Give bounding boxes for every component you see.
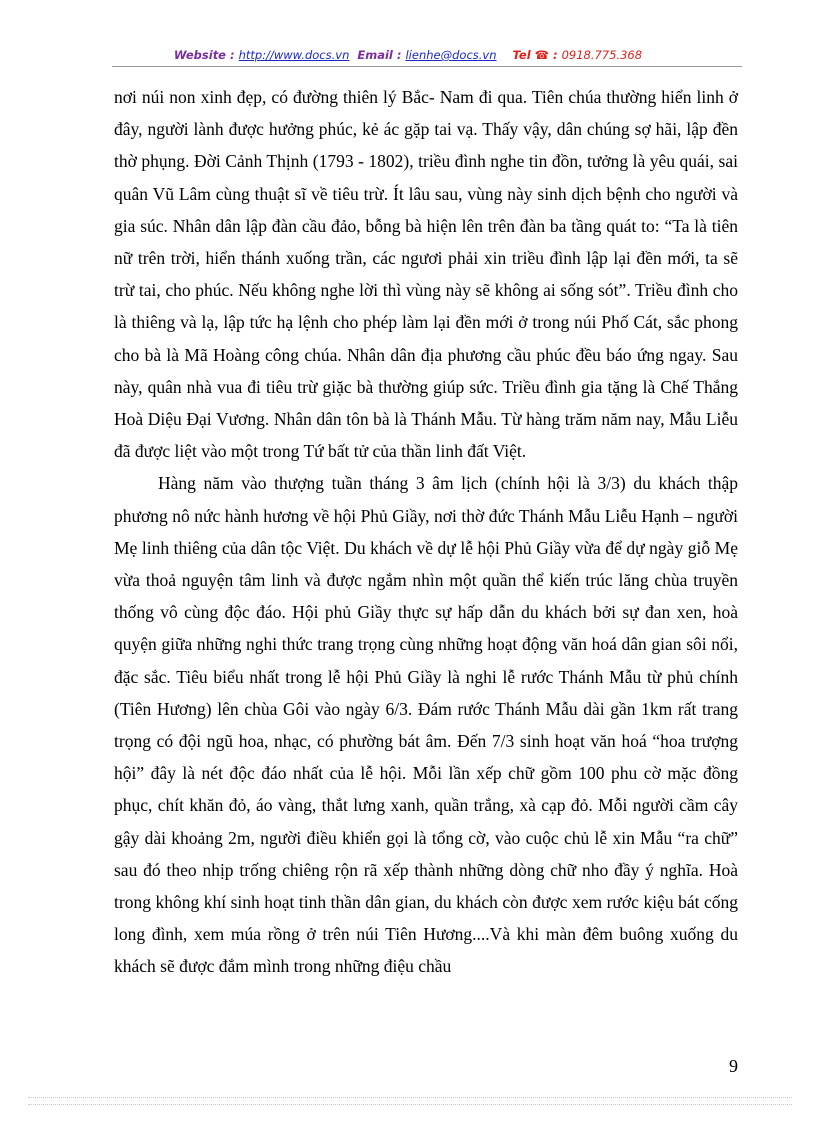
website-label: Website : <box>173 48 239 62</box>
header-divider <box>112 66 742 67</box>
page-number: 9 <box>729 1056 738 1076</box>
paragraph: nơi núi non xinh đẹp, có đường thiên lý Bắc- Nam đi qua. Tiên chúa thường hiển linh ở đây, người lành được hưởng phúc, kẻ ác gặp tai vạ. Thấy vậy, dân chúng sợ hãi, lập đền thờ phụng. Đời Cảnh Thịnh (1793 - 1802), triều đình nghe tin đồn, tưởng là yêu quái, sai quân Vũ Lâm cùng thuật sĩ về tiêu trừ. Ít lâu sau, vùng này sinh dịch bệnh cho người và gia súc. Nhân dân lập đàn cầu đảo, bỗng bà hiện lên trên đàn ba tầng quát to: “Ta là tiên nữ trên trời, hiển thánh xuống trần, các ngươi phải xin triều đình lập lại đền mới, ta sẽ trừ tai, cho phúc. Nếu không nghe lời thì vùng này sẽ không ai sống sót”. Triều đình cho là thiêng và lạ, lập tức hạ lệnh cho phép làm lại đền mới ở trong núi Phố Cát, sắc phong cho bà là Mã Hoàng công chúa. Nhân dân địa phương cầu phúc đều báo ứng ngay. Sau này, quân nhà vua đi tiêu trừ giặc bà thường giúp sức. Triều đình gia tặng là Chế Thắng Hoà Diệu Đại Vương. Nhân dân tôn bà là Thánh Mẫu. Từ hàng trăm năm nay, Mẫu Liễu đã được liệt vào một trong Tứ bất tử của thần linh đất Việt. <box>114 87 738 462</box>
footer-divider <box>28 1104 792 1105</box>
website-link[interactable]: http://www.docs.vn <box>238 48 350 62</box>
email-label: Email : <box>357 48 406 62</box>
page-header <box>0 47 816 63</box>
email-link[interactable]: lienhe@docs.vn <box>405 48 497 62</box>
paragraph: Hàng năm vào thượng tuần tháng 3 âm lịch (chính hội là 3/3) du khách thập phương nô nức hành hương về hội Phủ Giầy, nơi thờ đức Thánh Mẫu Liễu Hạnh – người Mẹ linh thiêng của dân tộc Việt. Du khách về dự lễ hội Phủ Giầy vừa để dự ngày giỗ Mẹ vừa thoả nguyện tâm linh và được ngắm nhìn một quần thể kiến trúc lăng chùa truyền thống vô cùng độc đáo. Hội phủ Giầy thực sự hấp dẫn du khách bởi sự đan xen, hoà quyện giữa những nghi thức trang trọng cùng những hoạt động văn hoá dân gian sôi nổi, đặc sắc. Tiêu biểu nhất trong lễ hội Phủ Giầy là nghi lễ rước Thánh Mẫu từ phủ chính (Tiên Hương) lên chùa Gôi vào ngày 6/3. Đám rước Thánh Mẫu dài gần 1km rất trang trọng có đội ngũ hoa, nhạc, có phường bát âm. Đến 7/3 sinh hoạt văn hoá “hoa trượng hội” đây là nét độc đáo nhất của lễ hội. Mỗi lần xếp chữ gồm 100 phu cờ mặc đồng phục, chít khăn đỏ, áo vàng, thắt lưng xanh, quần trắng, xà cạp đỏ. Mỗi người cầm cây gậy dài khoảng 2m, người điều khiển gọi là tổng cờ, vào cuộc chủ lễ xin Mẫu “ra chữ” sau đó theo nhịp trống chiêng rộn rã xếp thành những dòng chữ nho đầy ý nghĩa. Hoà trong không khí sinh hoạt tinh thần dân gian, du khách còn được xem rước kiệu bát cống long đình, xem múa rồng ở trên núi Tiên Hương....Và khi màn đêm buông xuống du khách sẽ được đắm mình trong những điệu chầu <box>114 473 738 977</box>
footer-divider <box>28 1097 792 1098</box>
tel-label: Tel ☎ : <box>512 48 562 62</box>
document-body <box>114 81 738 983</box>
phone-number: 0918.775.368 <box>561 48 643 62</box>
